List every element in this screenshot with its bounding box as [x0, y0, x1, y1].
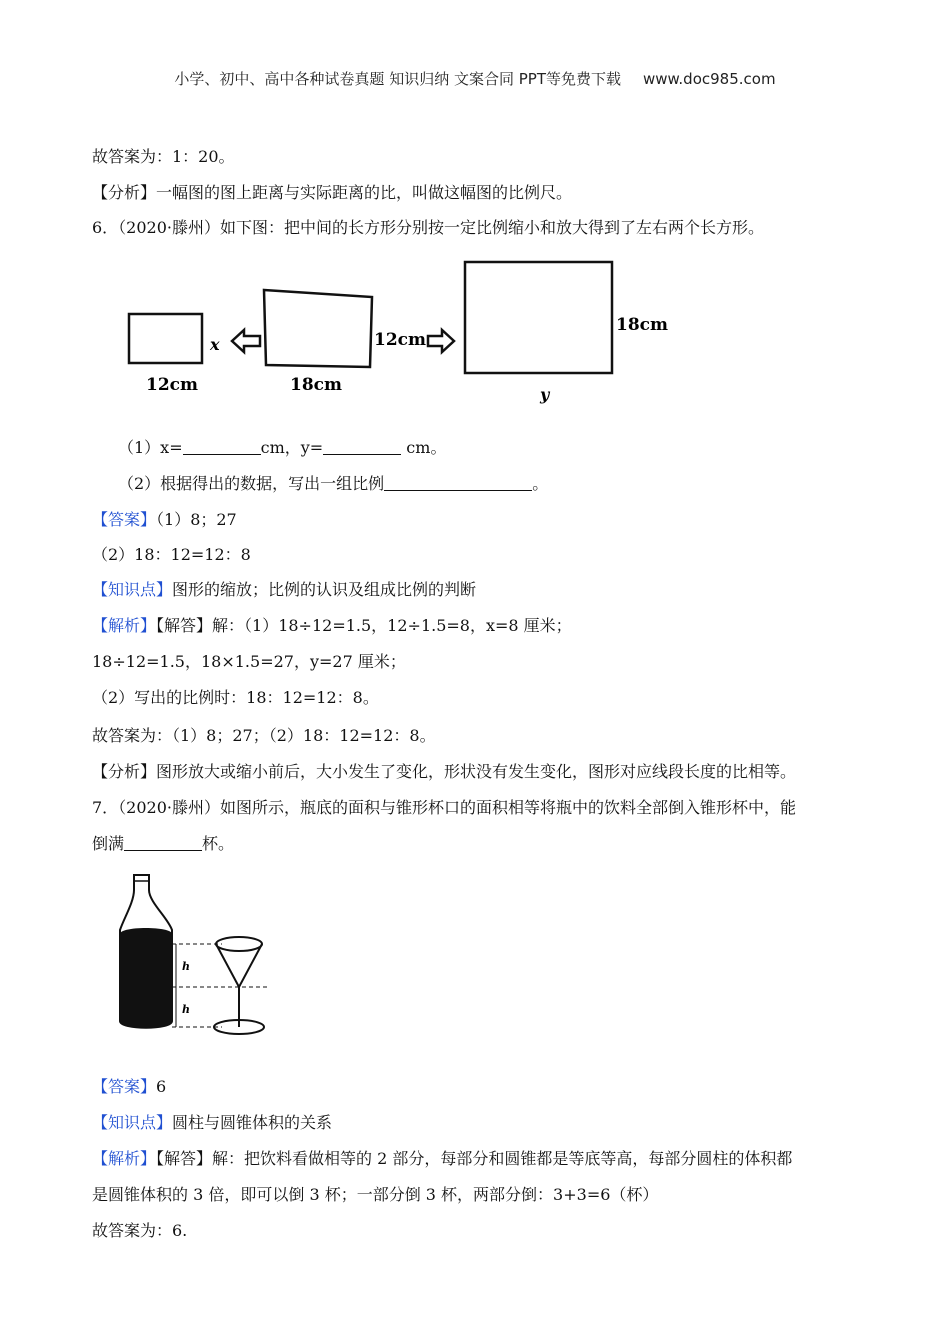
q7-bottle-cone-figure	[110, 868, 280, 1048]
page-header	[0, 68, 950, 89]
label-middle-height: 12cm	[374, 330, 426, 350]
q5-analysis-tag: 【分析】	[92, 183, 157, 202]
q5-conclusion: 故答案为：1：20。	[92, 147, 235, 166]
arrow-right-icon	[428, 330, 454, 352]
small-rectangle	[129, 314, 202, 363]
q5-analysis	[92, 182, 572, 204]
label-right-height: 18cm	[616, 315, 668, 335]
q6-stem: 6．（2020·滕州）如下图：把中间的长方形分别按一定比例缩小和放大得到了左右两个长方形。	[92, 218, 764, 237]
q7-knowledge-point	[92, 1112, 332, 1134]
q7-solution-1	[92, 1148, 792, 1170]
q6-answer-2: （2）18：12=12：8	[92, 545, 251, 564]
q7-stem-prefix: 倒满	[92, 834, 125, 853]
q6-solution-1	[92, 615, 572, 637]
q6-answer	[92, 509, 237, 531]
label-y: y	[540, 385, 550, 404]
q6-rectangles-figure	[120, 255, 680, 415]
header-site-link[interactable]: www.doc985.com	[642, 70, 776, 88]
sub1-prefix: （1）x=	[118, 438, 183, 457]
proportion-answer-blank[interactable]	[384, 474, 532, 491]
cone-cup-rim	[216, 937, 262, 951]
q6-analysis	[92, 761, 796, 783]
h-label-top: h	[182, 960, 190, 973]
q6-kp-text: 图形的缩放；比例的认识及组成比例的判断	[172, 580, 477, 599]
y-answer-blank[interactable]	[323, 438, 401, 455]
arrow-left-icon	[232, 330, 260, 352]
x-answer-blank[interactable]	[183, 438, 261, 455]
q6-subquestion-2	[118, 473, 548, 495]
q7-answer-tag: 【答案】	[92, 1077, 157, 1096]
q7-solution-2: 是圆锥体积的 3 倍，即可以倒 3 杯；一部分倒 3 杯，两部分倒：3+3=6（杯）	[92, 1185, 659, 1204]
q7-stem-1: 7．（2020·滕州）如图所示，瓶底的面积与锥形杯口的面积相等将瓶中的饮料全部倒入锥形杯中，能	[92, 798, 796, 817]
q7-kp-tag: 【知识点】	[92, 1113, 173, 1132]
q7-answer	[92, 1076, 166, 1098]
sub2-prefix: （2）根据得出的数据，写出一组比例	[118, 474, 385, 493]
q6-knowledge-point	[92, 579, 476, 601]
sub1-suffix: cm。	[401, 438, 447, 457]
q7-sol-line1: 【解答】解：把饮料看做相等的 2 部分，每部分和圆锥都是等底等高，每部分圆柱的体积都	[156, 1149, 793, 1168]
q6-solution-3: （2）写出的比例时：18：12=12：8。	[92, 688, 379, 707]
q6-solution-2: 18÷12=1.5，18×1.5=27，y=27 厘米；	[92, 652, 406, 671]
q7-stem-2	[92, 833, 234, 855]
q5-analysis-text: 一幅图的图上距离与实际距离的比，叫做这幅图的比例尺。	[156, 183, 573, 202]
label-x: x	[210, 335, 220, 354]
cups-answer-blank[interactable]	[124, 834, 202, 851]
label-left-width: 12cm	[146, 375, 198, 395]
sub2-suffix: 。	[532, 474, 549, 493]
q7-kp-text: 圆柱与圆锥体积的关系	[172, 1113, 333, 1132]
h-label-bottom: h	[182, 1003, 190, 1016]
q6-subquestion-1	[118, 437, 446, 459]
q7-stem-suffix: 杯。	[202, 834, 235, 853]
q6-analysis-tag: 【分析】	[92, 762, 157, 781]
bottle-drink-fill	[120, 928, 172, 1028]
large-rectangle	[465, 262, 612, 373]
label-middle-width: 18cm	[290, 375, 342, 395]
q6-conclusion: 故答案为：（1）8；27；（2）18：12=12：8。	[92, 726, 436, 745]
q6-kp-tag: 【知识点】	[92, 580, 173, 599]
q7-answer-value: 6	[156, 1077, 167, 1096]
middle-rectangle	[264, 290, 372, 367]
q6-sol-line1: 【解答】解：（1）18÷12=1.5，12÷1.5=8，x=8 厘米；	[156, 616, 572, 635]
header-text: 小学、初中、高中各种试卷真题 知识归纳 文案合同 PPT等免费下载	[174, 70, 621, 88]
q7-conclusion: 故答案为：6.	[92, 1221, 188, 1240]
q6-answer-tag: 【答案】	[92, 510, 157, 529]
q7-sol-tag: 【解析】	[92, 1149, 157, 1168]
sub1-middle: cm，y=	[260, 438, 324, 457]
q6-sol-tag: 【解析】	[92, 616, 157, 635]
q6-analysis-text: 图形放大或缩小前后，大小发生了变化，形状没有发生变化，图形对应线段长度的比相等。	[156, 762, 797, 781]
q6-answer-1: （1）8；27	[156, 510, 237, 529]
